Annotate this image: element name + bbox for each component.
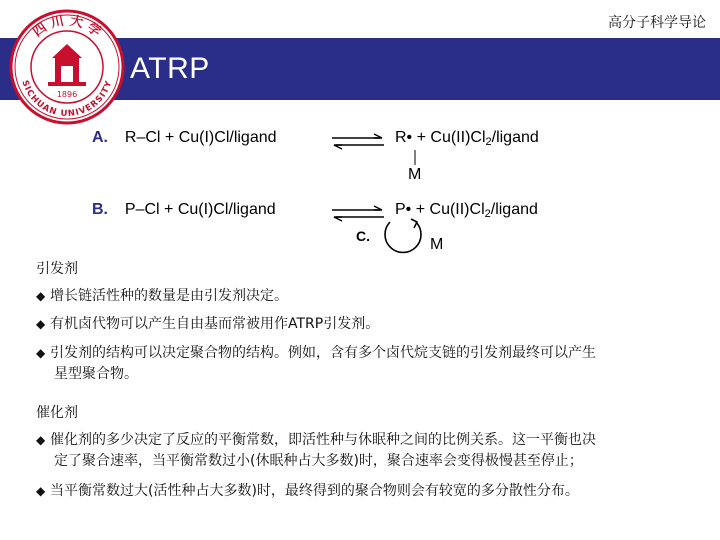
equation-b-products-main: P• + Cu(II)Cl: [395, 201, 485, 218]
diamond-bullet-icon: ◆: [36, 484, 46, 498]
bullet-text: 有机卤代物可以产生自由基而常被用作ATRP引发剂。: [50, 316, 380, 332]
bullet-text: 催化剂的多少决定了反应的平衡常数，即活性种与休眠种之间的比例关系。这一平衡也决: [50, 432, 596, 448]
diamond-bullet-icon: ◆: [36, 317, 46, 331]
equation-a-label: A.: [92, 129, 108, 146]
section-heading-catalyst: 催化剂: [36, 405, 78, 421]
equilibrium-arrows-a: [330, 132, 386, 152]
equation-a-products-tail: /ligand: [491, 129, 539, 146]
equation-b-left: [92, 201, 276, 219]
bullet-text: 增长链活性种的数量是由引发剂决定。: [50, 288, 288, 304]
propagation-cycle-arrow: [380, 216, 428, 260]
svg-text:SICHUAN UNIVERSITY: SICHUAN UNIVERSITY: [19, 79, 115, 120]
monomer-label-a: M: [408, 166, 422, 183]
university-seal-logo: [8, 8, 126, 126]
equation-a-reactants: R–Cl + Cu(I)Cl/ligand: [124, 129, 277, 146]
monomer-arrow-a: [410, 148, 420, 166]
bullet-item: [36, 481, 696, 502]
equation-b-reactants: P–Cl + Cu(I)Cl/ligand: [124, 201, 276, 218]
monomer-label-b: M: [430, 236, 444, 253]
course-title: 高分子科学导论: [608, 15, 706, 31]
bullet-text: 当平衡常数过大(活性种占大多数)时，最终得到的聚合物则会有较宽的多分散性分布。: [50, 483, 579, 499]
diamond-bullet-icon: ◆: [36, 346, 46, 360]
equation-a-subscript: 2: [485, 136, 492, 148]
svg-text:1896: 1896: [56, 90, 78, 99]
bullet-item: [36, 314, 696, 335]
equilibrium-arrows-b: [330, 204, 386, 224]
section-heading-initiator: 引发剂: [36, 261, 78, 277]
bullet-item: [36, 286, 696, 307]
diamond-bullet-icon: ◆: [36, 433, 46, 447]
diamond-bullet-icon: ◆: [36, 289, 46, 303]
bullet-text-continued: 定了聚合速率，当平衡常数过小(休眠种占大多数)时，聚合速率会变得极慢甚至停止；: [54, 453, 583, 469]
equation-a-products: [395, 129, 539, 148]
equation-a-products-main: R• + Cu(II)Cl: [395, 129, 486, 146]
equation-b-products-tail: /ligand: [490, 201, 538, 218]
equation-b-subscript: 2: [484, 208, 491, 220]
equation-b-label: B.: [92, 201, 108, 218]
equation-a-left: [92, 129, 277, 147]
bullet-item: [36, 430, 696, 472]
cycle-label-c: C.: [356, 228, 370, 244]
bullet-text: 引发剂的结构可以决定聚合物的结构。例如，含有多个卤代烷支链的引发剂最终可以产生: [50, 345, 596, 361]
svg-text:四 川 大 学: 四 川 大 学: [30, 13, 104, 41]
bullet-item: [36, 343, 696, 385]
bullet-text-continued: 星型聚合物。: [54, 366, 138, 382]
slide-title: ATRP: [130, 52, 210, 85]
